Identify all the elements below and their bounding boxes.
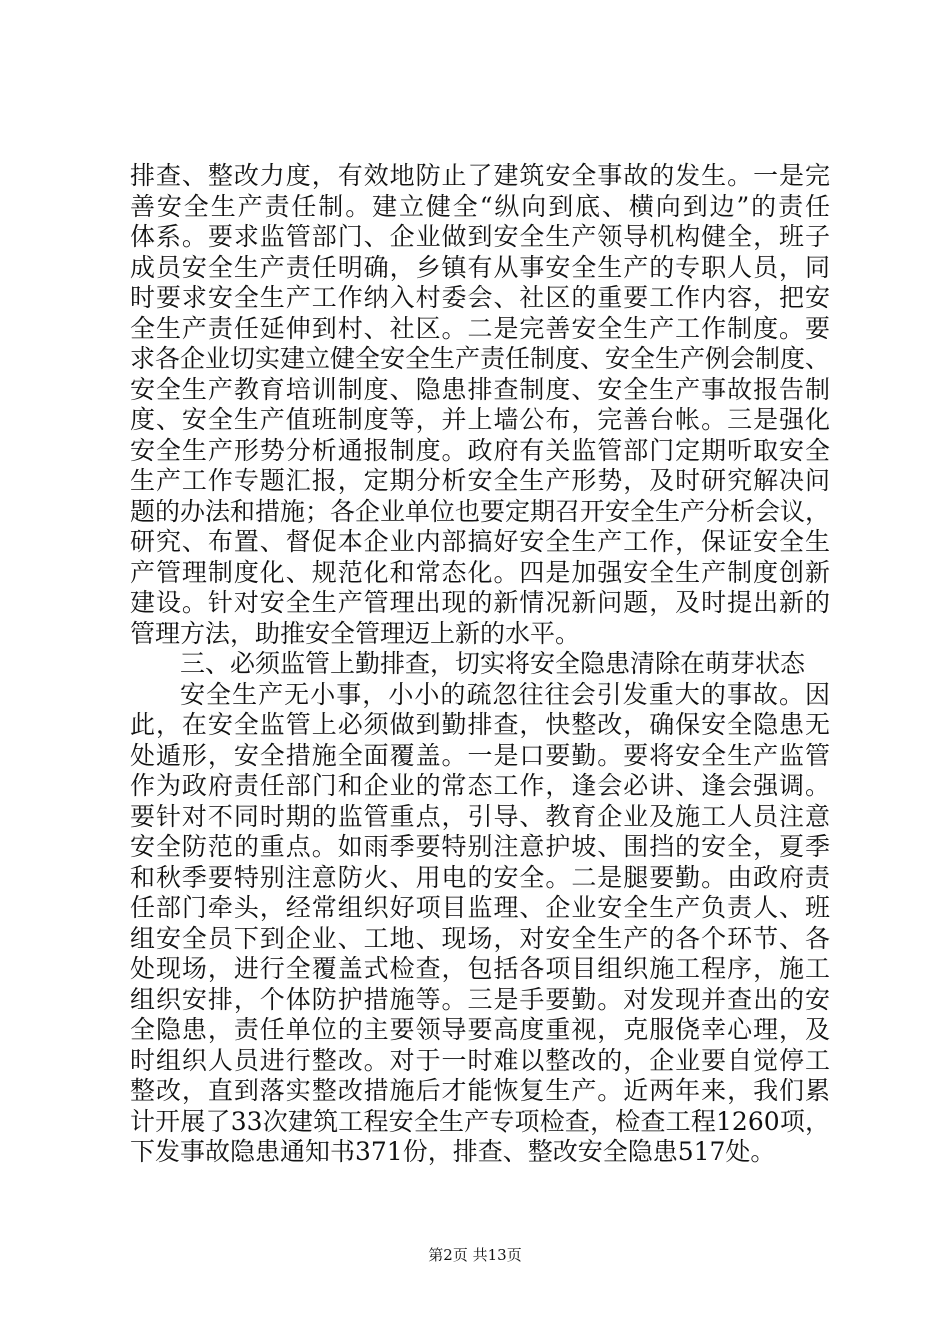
text-line: 作为政府责任部门和企业的常态工作，逢会必讲、逢会强调。: [130, 771, 830, 800]
text-line: 求各企业切实建立健全安全生产责任制度、安全生产例会制度、: [130, 344, 831, 373]
page-number-footer: 第2页 共13页: [428, 1246, 522, 1264]
text-line: 善安全生产责任制。建立健全“纵向到底、横向到边”的责任: [130, 191, 830, 221]
body-text: [130, 161, 830, 1168]
text-line: 任部门牵头，经常组织好项目监理、企业安全生产负责人、班: [130, 893, 830, 922]
text-line: 此，在安全监管上必须做到勤排查，快整改，确保安全隐患无: [130, 710, 830, 739]
text-line: 要针对不同时期的监管重点，引导、教育企业及施工人员注意: [130, 801, 830, 831]
text-line: 组安全员下到企业、工地、现场，对安全生产的各个环节、各: [130, 923, 830, 953]
text-line: 全隐患，责任单位的主要领导要高度重视，克服侥幸心理，及: [130, 1015, 830, 1044]
text-line: 和秋季要特别注意防火、用电的安全。二是腿要勤。由政府责: [130, 862, 830, 892]
text-line: 生产工作专题汇报，定期分析安全生产形势，及时研究解决问: [130, 466, 830, 495]
text-line: 度、安全生产值班制度等，并上墙公布，完善台帐。三是强化: [130, 405, 830, 434]
text-line: 组织安排，个体防护措施等。三是手要勤。对发现并查出的安: [130, 984, 830, 1014]
text-line: 安全生产无小事，小小的疏忽往往会引发重大的事故。因: [180, 679, 830, 709]
text-line: 成员安全生产责任明确，乡镇有从事安全生产的专职人员，同: [130, 252, 830, 282]
text-line: 安全防范的重点。如雨季要特别注意护坡、围挡的安全，夏季: [130, 832, 830, 861]
text-line: 时组织人员进行整改。对于一时难以整改的，企业要自觉停工: [130, 1045, 830, 1075]
text-line: 时要求安全生产工作纳入村委会、社区的重要工作内容，把安: [130, 283, 830, 312]
text-line: 排查、整改力度，有效地防止了建筑安全事故的发生。一是完: [130, 161, 830, 190]
text-line: 处现场，进行全覆盖式检查，包括各项目组织施工程序，施工: [130, 954, 830, 983]
text-line: 研究、布置、督促本企业内部搞好安全生产工作，保证安全生: [130, 527, 830, 556]
text-line: 建设。针对安全生产管理出现的新情况新问题，及时提出新的: [130, 588, 830, 617]
text-line: 处遁形，安全措施全面覆盖。一是口要勤。要将安全生产监管: [130, 740, 830, 770]
text-line: 管理方法，助推安全管理迈上新的水平。: [130, 618, 581, 648]
text-line: 产管理制度化、规范化和常态化。四是加强安全生产制度创新: [130, 557, 830, 587]
text-line: 体系。要求监管部门、企业做到安全生产领导机构健全，班子: [130, 222, 830, 251]
text-line: 题的办法和措施；各企业单位也要定期召开安全生产分析会议，: [130, 496, 831, 526]
section-heading: 三、必须监管上勤排查，切实将安全隐患清除在萌芽状态: [180, 649, 806, 678]
text-line: 安全生产形势分析通报制度。政府有关监管部门定期听取安全: [130, 435, 830, 465]
text-line: 下发事故隐患通知书371份，排查、整改安全隐患517处。: [130, 1137, 776, 1166]
text-line: 安全生产教育培训制度、隐患排查制度、安全生产事故报告制: [130, 374, 830, 404]
text-line: 整改，直到落实整改措施后才能恢复生产。近两年来，我们累: [130, 1076, 830, 1105]
text-line: 全生产责任延伸到村、社区。二是完善安全生产工作制度。要: [130, 313, 830, 343]
text-line: 计开展了33次建筑工程安全生产专项检查，检查工程1260项，: [130, 1106, 830, 1136]
